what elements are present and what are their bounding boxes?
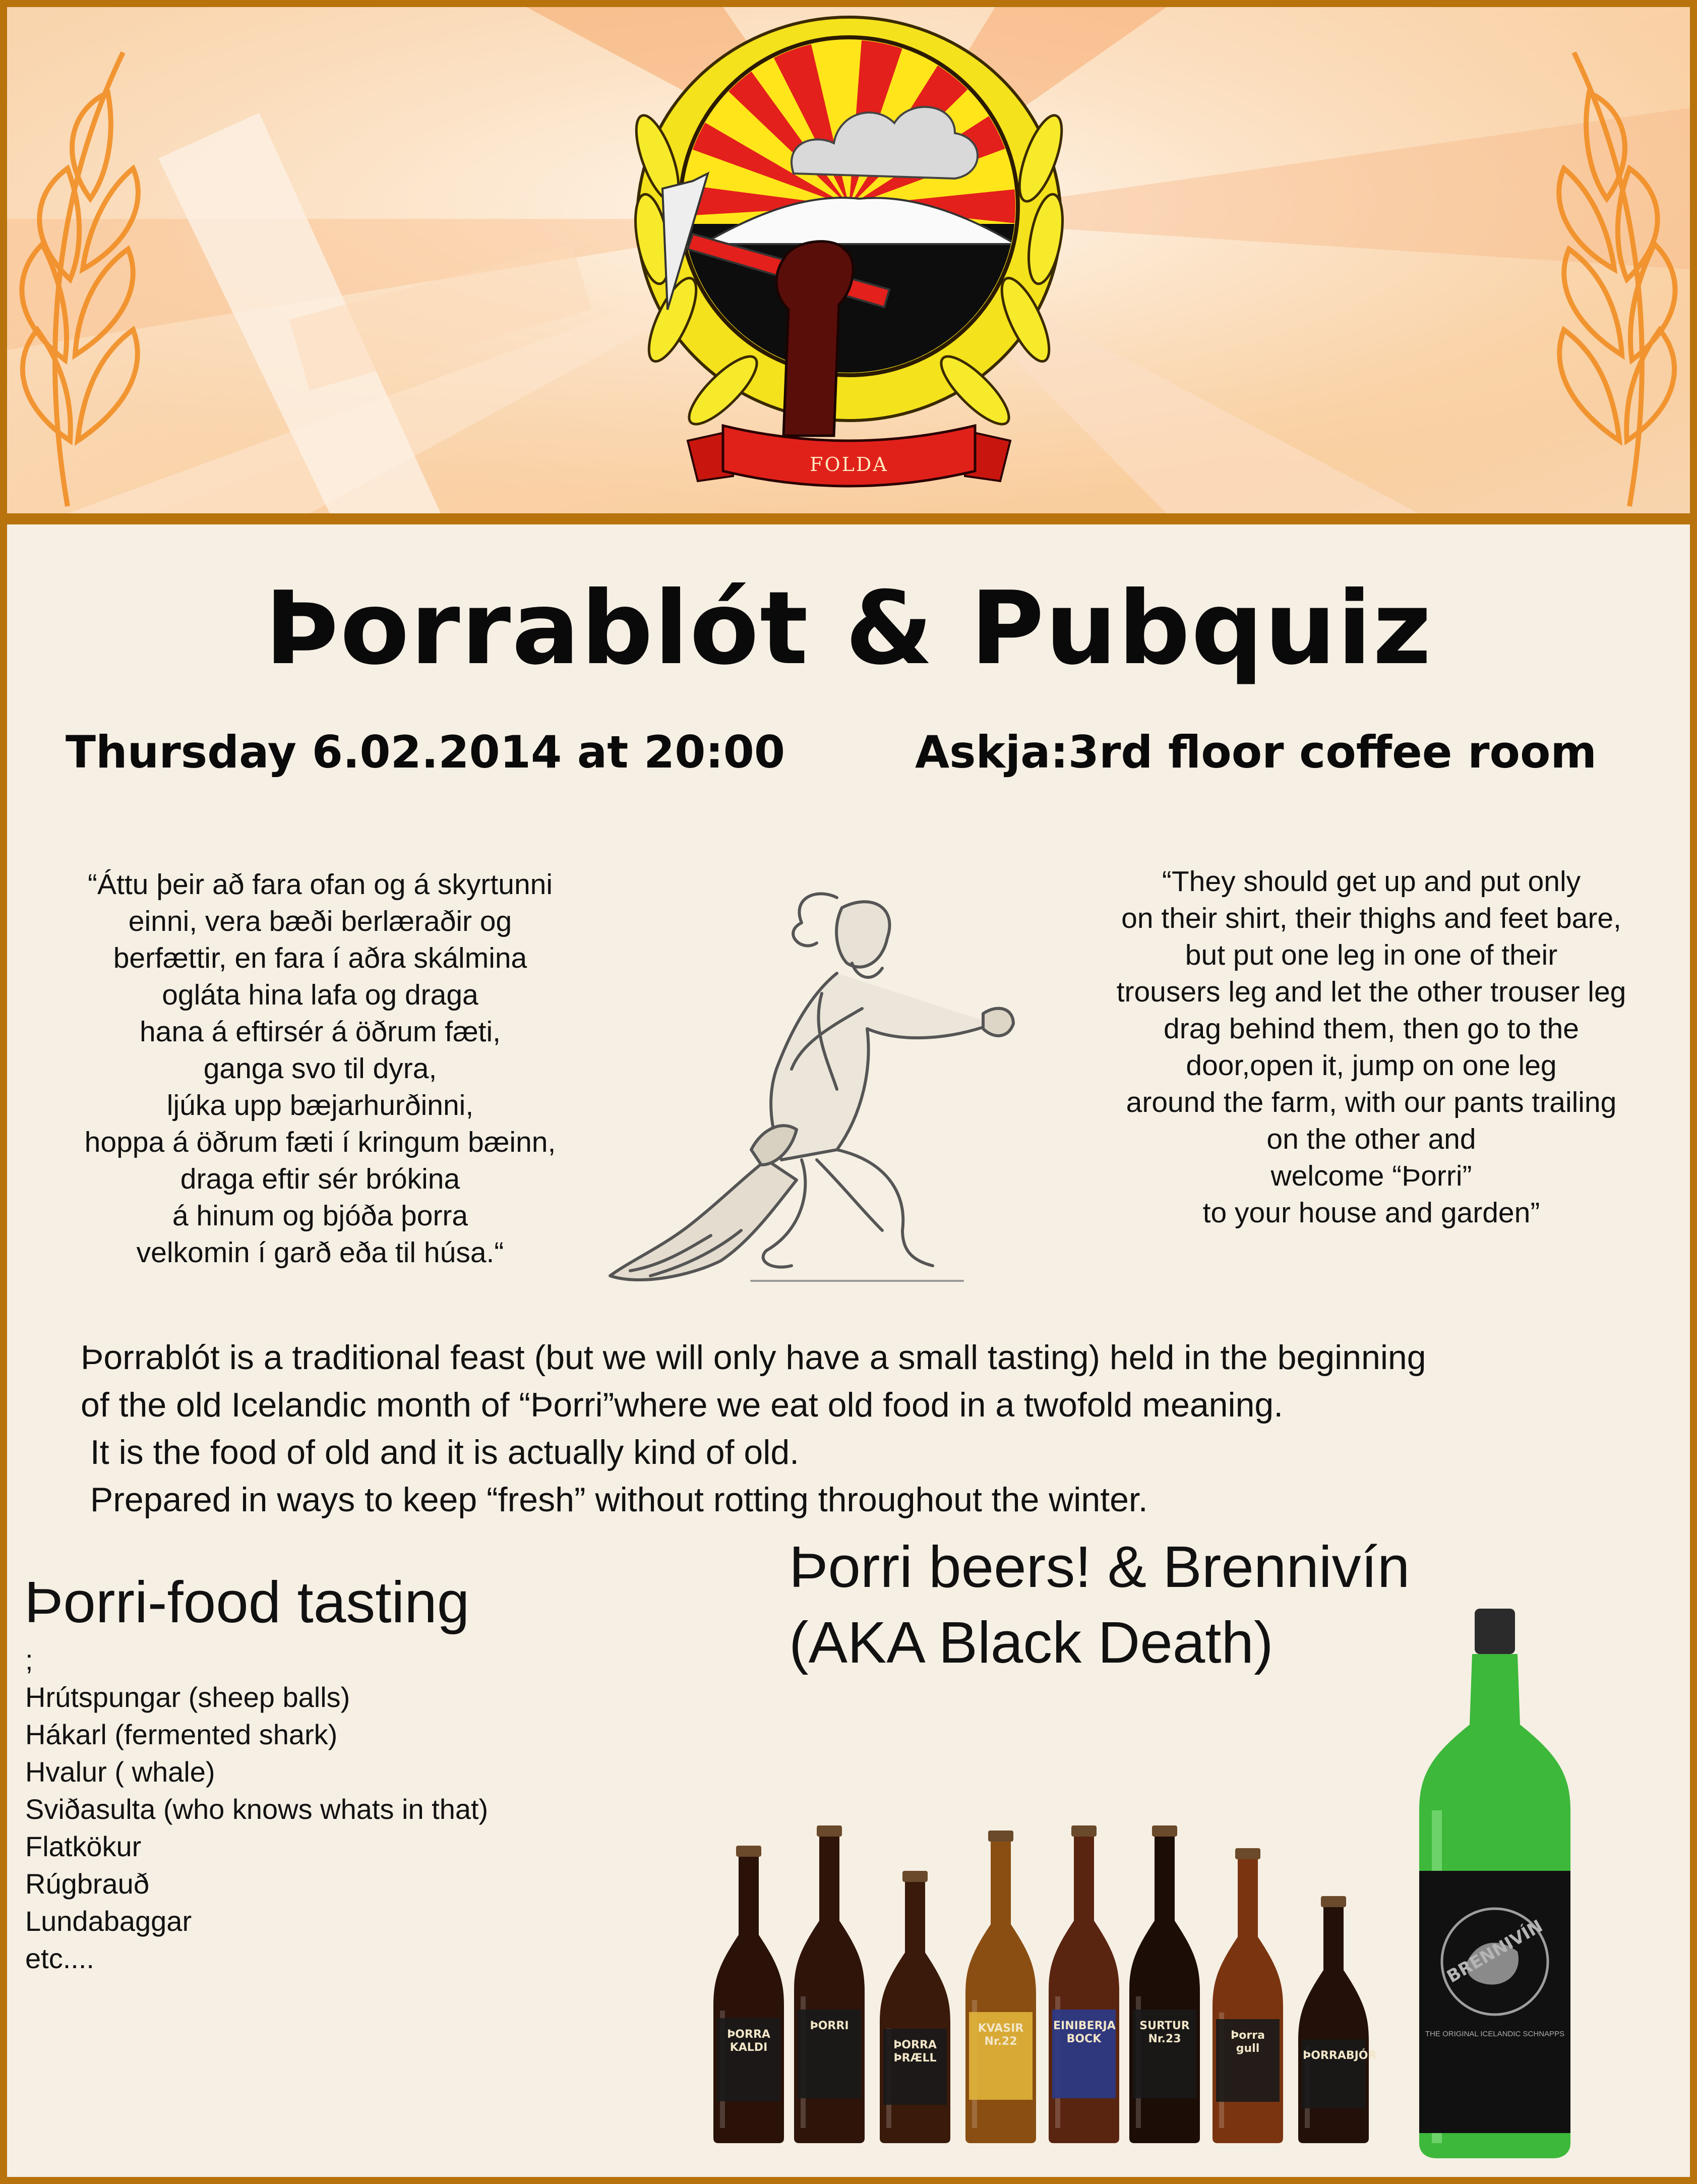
beer-bottle xyxy=(1296,1896,1377,2146)
quote-english xyxy=(1079,863,1664,1231)
quote-line: einni, vera bæði berlæraðir og xyxy=(128,905,512,937)
quote-line: hana á eftirsér á öðrum fæti, xyxy=(139,1016,501,1048)
quote-line: to your house and garden” xyxy=(1202,1197,1540,1229)
quote-line: berfættir, en fara í aðra skálmina xyxy=(113,942,527,974)
list-item: Hákarl (fermented shark) xyxy=(25,1719,338,1750)
quote-line: ogláta hina lafa og draga xyxy=(162,979,478,1011)
food-heading: Þorri-food tasting xyxy=(24,1569,470,1635)
beer-label: ÞORRI xyxy=(810,2020,849,2032)
beer-label: Þorra gull xyxy=(1231,2029,1265,2055)
beer-bottle xyxy=(963,1831,1039,2146)
beer-bottle xyxy=(792,1825,867,2146)
quote-line: velkomin í garð eða til húsa.“ xyxy=(136,1236,504,1269)
list-item: Lundabaggar xyxy=(25,1905,192,1937)
event-date-time: Thursday 6.02.2014 at 20:00 xyxy=(66,726,785,778)
quote-line: welcome “Þorri” xyxy=(1270,1160,1472,1192)
beer-bottle-shape xyxy=(877,1871,953,2143)
brennivin-label: BRENNIVÍN xyxy=(1443,1916,1546,1987)
beer-bottle xyxy=(1127,1825,1202,2146)
beer-label: ÞORRABJÓR xyxy=(1303,2049,1377,2062)
list-item: etc.... xyxy=(25,1942,94,1974)
quote-line: hoppa á öðrum fæti í kringum bæinn, xyxy=(84,1126,556,1158)
description-line: Þorrablót is a traditional feast (but we will only have a small tasting) held in the beginning xyxy=(81,1338,1426,1377)
quote-line: ganga svo til dyra, xyxy=(203,1052,437,1085)
list-item: Sviðasulta (who knows whats in that) xyxy=(25,1793,489,1825)
description-line: Prepared in ways to keep “fresh” without rotting throughout the winter. xyxy=(81,1481,1148,1519)
quote-icelandic xyxy=(55,866,585,1271)
quote-line: drag behind them, then go to the xyxy=(1164,1013,1579,1045)
beer-bottle-shape xyxy=(792,1825,867,2143)
quote-line: door,open it, jump on one leg xyxy=(1186,1049,1557,1082)
quote-line: draga eftir sér brókina xyxy=(180,1163,460,1195)
quote-line: around the farm, with our pants trailing xyxy=(1126,1086,1617,1118)
food-list xyxy=(25,1641,488,1977)
beer-bottle xyxy=(877,1871,953,2146)
quote-line: trousers leg and let the other trouser leg xyxy=(1116,976,1626,1008)
beer-bottle-shape xyxy=(1210,1848,1286,2143)
quote-line: ljúka upp bæjarhurðinni, xyxy=(166,1089,474,1121)
list-item: Rúgbrauð xyxy=(25,1868,149,1900)
beer-bottle xyxy=(1210,1848,1286,2146)
brennivin-bottle-shape xyxy=(1412,1609,1578,2158)
beer-label: ÞORRA KALDI xyxy=(727,2028,770,2054)
description-line: of the old Icelandic month of “Þorri”where we eat old food in a twofold meaning. xyxy=(81,1386,1284,1424)
list-item: Hvalur ( whale) xyxy=(25,1756,215,1788)
header-banner xyxy=(7,7,1690,513)
beer-label: KVASIR Nr.22 xyxy=(978,2022,1024,2048)
quote-line: á hinum og bjóða þorra xyxy=(172,1200,468,1232)
banner-artwork xyxy=(7,7,1690,513)
emblem-ribbon-text: FOLDA xyxy=(810,453,888,476)
drinks-heading-line2: (AKA Black Death) xyxy=(789,1610,1274,1675)
page-title: Þorrablót & Pubquiz xyxy=(264,570,1433,687)
quote-line: “Áttu þeir að fara ofan og á skyrtunni xyxy=(87,868,553,901)
beer-bottle-shape xyxy=(1296,1896,1377,2143)
quote-line: on their shirt, their thighs and feet bare, xyxy=(1121,902,1621,934)
description-paragraph xyxy=(81,1334,1426,1523)
quote-line: “They should get up and put only xyxy=(1162,865,1581,898)
quote-line: on the other and xyxy=(1266,1123,1476,1155)
beer-label: ÞORRA ÞRÆLL xyxy=(893,2039,937,2064)
brennivin-tagline: THE ORIGINAL ICELANDIC SCHNAPPS xyxy=(1425,2030,1565,2038)
brennivin-bottle xyxy=(1412,1609,1578,2158)
quote-line: but put one leg in one of their xyxy=(1185,939,1558,971)
beer-bottle-shape xyxy=(1127,1825,1202,2143)
list-item: Hrútspungar (sheep balls) xyxy=(25,1681,350,1713)
beer-bottle-shape xyxy=(963,1831,1039,2143)
running-man-illustration xyxy=(600,877,1084,1296)
beer-label: SURTUR Nr.23 xyxy=(1139,2020,1190,2045)
list-item: Flatkökur xyxy=(25,1831,142,1862)
beer-bottle-shape xyxy=(1046,1825,1122,2143)
beer-bottle-shape xyxy=(711,1846,786,2143)
beer-label: EINIBERJA BOCK xyxy=(1053,2020,1116,2045)
list-item: ; xyxy=(25,1644,33,1676)
description-line: It is the food of old and it is actually kind of old. xyxy=(81,1433,800,1471)
drinks-heading-line1: Þorri beers! & Brennivín xyxy=(789,1534,1410,1600)
beer-bottle xyxy=(1046,1825,1122,2146)
event-location: Askja:3rd floor coffee room xyxy=(915,726,1597,778)
beer-bottle xyxy=(711,1846,786,2146)
beer-bottle-row xyxy=(711,1815,1417,2168)
